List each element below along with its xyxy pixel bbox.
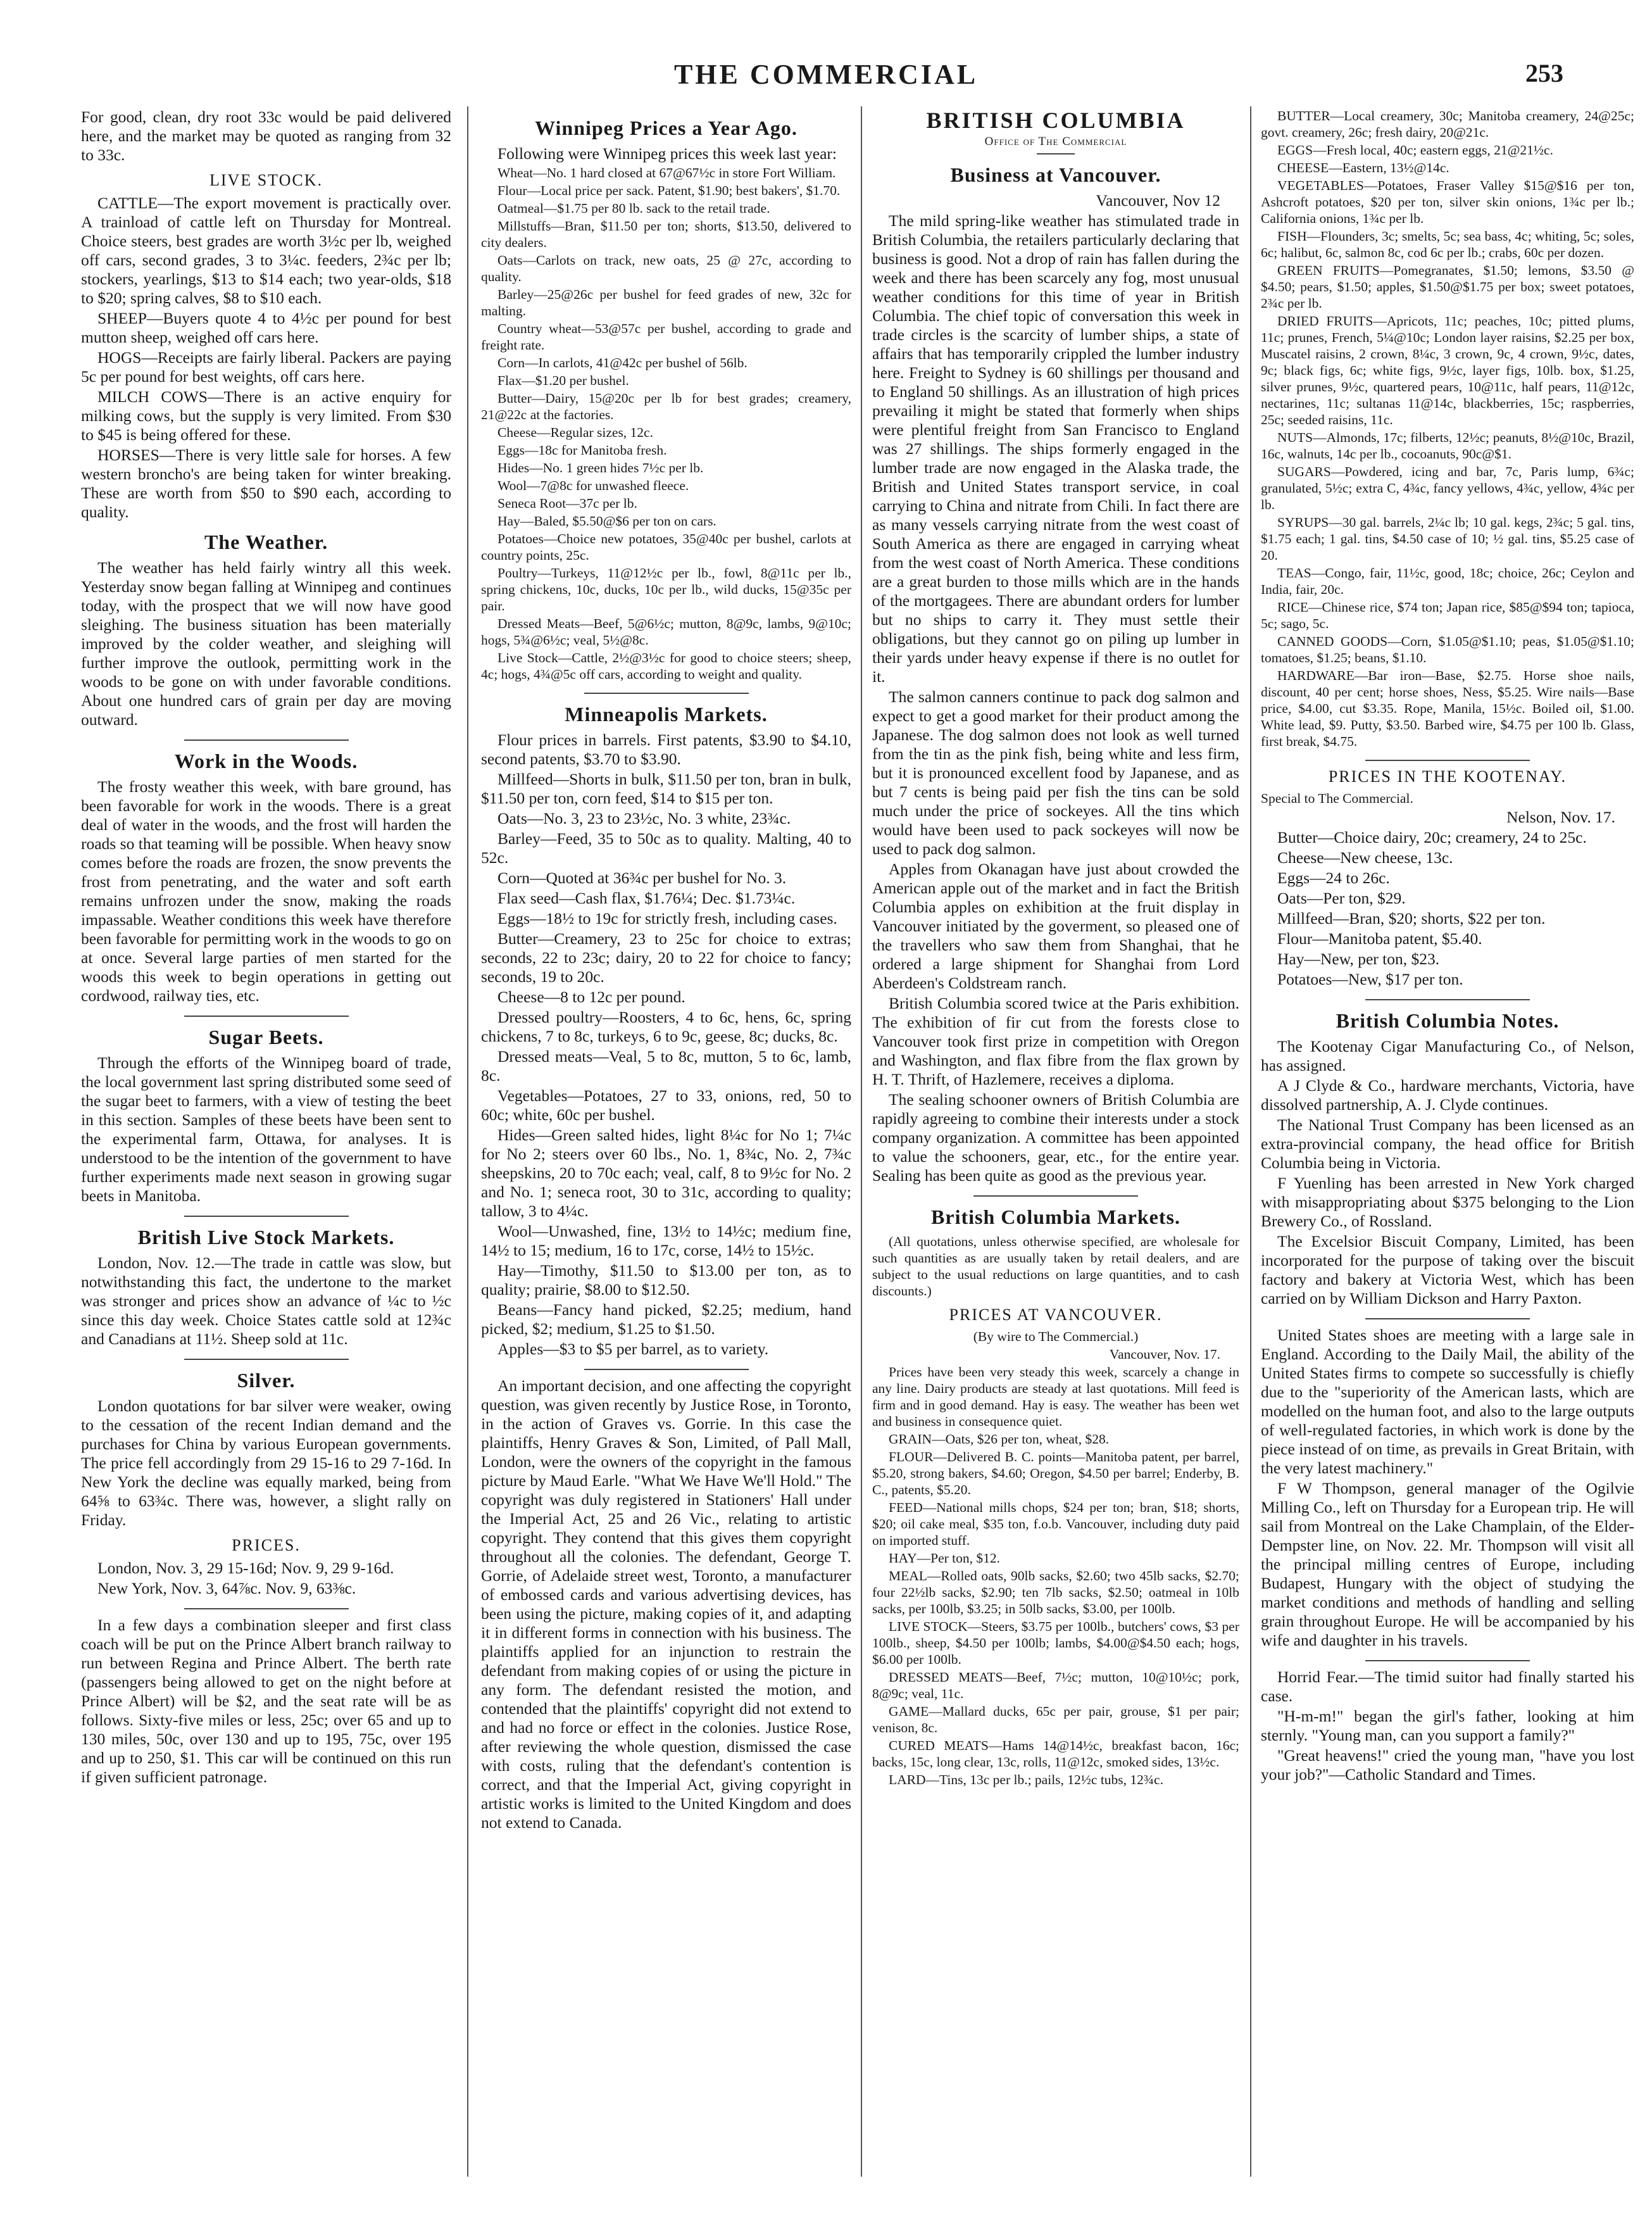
price-line: RICE—Chinese rice, $74 ton; Japan rice, $85@$94 ton; tapioca, 5c; sago, 5c. [1261, 600, 1634, 631]
article-paragraph: Horrid Fear.—The timid suitor had finally started his case. [1261, 1668, 1634, 1705]
price-line: Oatmeal—$1.75 per 80 lb. sack to the retail trade. [497, 201, 770, 216]
price-line: Wheat—No. 1 hard closed at 67@67½c in store Fort William. [497, 165, 836, 180]
price-line: FEED—National mills chops, $24 per ton; bran, $18; shorts, $20; oil cake meal, $35 ton, f.o.b. Vancouver, including duty paid on imported stuff. [872, 1500, 1239, 1548]
divider [184, 1608, 349, 1609]
news-note: A J Clyde & Co., hardware merchants, Victoria, have dissolved partnership, A. J. Clyde continues. [1261, 1076, 1634, 1114]
article-paragraph: CATTLE—The export movement is practically over. A trainload of cattle left on Thursday for Montreal. Choice steers, best grades are worth 3½c per lb, weighed off cars, second grades, 3 to 3¼c. feeders, 2¾c per lb; stockers, yearlings, $13 to $14 each; two year-olds, $18 to $20; spring calves, $8 to $10 each. [81, 194, 451, 307]
price-line: Cheese—New cheese, 13c. [1277, 848, 1453, 867]
special-credit: Special to The Commercial. [1261, 791, 1413, 806]
section-byline: Office of The Commercial [984, 135, 1127, 148]
price-line: Butter—Creamery, 23 to 25c for choice to extras; seconds, 22 to 23c; dairy, 20 to 22 for choice to fancy; seconds, 19 to 20c. [481, 929, 851, 986]
article-heading: British Live Stock Markets. [137, 1226, 395, 1249]
price-line: Millfeed—Bran, $20; shorts, $22 per ton. [1277, 909, 1546, 928]
price-line: Potatoes—Choice new potatoes, 35@40c per bushel, carlots at country points, 25c. [481, 531, 851, 563]
divider [184, 1016, 349, 1017]
article-paragraph: Apples from Okanagan have just about crowded the American apple out of the market and in fact the British Columbia apples on exhibition at the fruit display in Vancouver initiated by the goverment, so pleased one of the travellers who saw them from Shanghai, that he ordered a large shipment for Shanghai from Lord Aberdeen's Coldstream ranch. [872, 860, 1239, 992]
article-paragraph: In a few days a combination sleeper and first class coach will be put on the Prince Albert branch railway to run between Regina and Prince Albert. The berth rate (passengers being allowed to get on the night before at Prince Albert) will be $2, and the seat rate will be as follows. Sixty-five miles or less, 25c; over 65 and up to 130 miles, 50c, over 130 and up to 195, 75c, over 195 and up to 250, $1. This car will be continued on this run if given sufficient patronage. [81, 1616, 451, 1786]
article-paragraph: Following were Winnipeg prices this week last year: [497, 144, 837, 163]
article-heading: Work in the Woods. [174, 750, 358, 772]
price-line: Apples—$3 to $5 per barrel, as to variety. [497, 1340, 769, 1358]
price-line: Barley—Feed, 35 to 50c as to quality. Malting, 40 to 52c. [481, 829, 851, 867]
article-heading: Winnipeg Prices a Year Ago. [535, 116, 798, 139]
article-heading: Business at Vancouver. [950, 163, 1161, 186]
publication-title: THE COMMERCIAL [673, 59, 979, 90]
price-line: BUTTER—Local creamery, 30c; Manitoba creamery, 24@25c; govt. creamery, 26c; fresh dairy, 20@21c. [1261, 108, 1634, 140]
price-line: HAY—Per ton, $12. [889, 1551, 1000, 1566]
price-line: Flour—Local price per sack. Patent, $1.90; best bakers', $1.70. [497, 183, 841, 198]
article-paragraph: Prices have been very steady this week, scarcely a change in any line. Dairy products are steady at last quotations. Mill feed is firm and in good demand. Hay is easy. The weather has been wet and business in consequence quiet. [872, 1364, 1239, 1429]
article-paragraph: The mild spring-like weather has stimulated trade in British Columbia, the retailers particularly declaring that business is good. Not a drop of rain has fallen during the week and there has been scarcely any fog, most unusual weather conditions for this time of year in British Columbia. The chief topic of conversation this week in trade circles is the scarcity of lumber ships, a state of affairs that has temporarily crippled the lumber industry here. Freight to Sydney is 60 shillings per thousand and to England 50 shillings. As an illustration of high prices prevailing it might be stated that formerly when ships were plentiful freight from San Francisco to England was 27 shillings. The ships formerly engaged in the lumber trade are now engaged in the Alaska trade, the British and United States transport service, in coal carrying to China and nitrate from Chili. In fact there are as many vessels carrying nitrate from the west coast of South America as there are engaged in carrying wheat from the west coast of North America. These conditions are a great burden to those mills which are in the hands of the mortgagees. There are abundant orders for lumber but no ships to carry it. They must settle their obligations, but they cannot go on piling up lumber in their yards under heavy expense if there is no outlet for it. [872, 211, 1239, 686]
price-line: Oats—Carlots on track, new oats, 25 @ 27c, according to quality. [481, 253, 851, 284]
column-3 [872, 108, 1239, 2172]
divider [584, 1369, 749, 1370]
price-line: Eggs—18½ to 19c for strictly fresh, including cases. [497, 909, 837, 928]
article-paragraph: An important decision, and one affecting the copyright question, was given recently by Justice Rose, in Toronto, in the action of Graves vs. Gorrie. In this case the plaintiffs, Henry Graves & Son, Limited, of Pall Mall, London, were the owners of the copyright in the famous picture by Maud Earle. "What We Have We'll Hold." The copyright was duly registered in Stationers' Hall under the Imperial Act, 25 and 26 Vic., relating to artistic copyright. They contend that this gives them copyright throughout all the colonies. The defendant, George T. Gorrie, of Adelaide street west, Toronto, a manufacturer of embossed cards and various advertising devices, has been using the picture, making copies of it, and adapting it in different forms in connection with his business. The plaintiffs applied for an injunction to restrain the defendant from making copies of or using the picture in any form. The defendant resisted the motion, and contended that the plaintiffs' copyright did not extend to and had no force or effect in the colonies. Justice Rose, after reviewing the whole question, dismissed the case with costs, ruling that the defendant's contention is correct, and that the Imperial Act, giving copyright in artistic works is limited to the United Kingdom and does not extend to Canada. [481, 1376, 851, 1832]
news-note: The Excelsior Biscuit Company, Limited, has been incorporated for the purpose of taking over the biscuit factory and bakery at Victoria West, which has been carried on by William Dickson and Harry Paxton. [1261, 1232, 1634, 1307]
price-line: DRESSED MEATS—Beef, 7½c; mutton, 10@10½c; pork, 8@9c; veal, 11c. [872, 1670, 1239, 1701]
page-number: 253 [1525, 59, 1563, 87]
divider [1365, 1660, 1530, 1661]
price-line: LARD—Tins, 13c per lb.; pails, 12½c tubs, 12¾c. [889, 1772, 1163, 1787]
price-line: Hay—Baled, $5.50@$6 per ton on cars. [497, 513, 716, 529]
price-line: Hides—Green salted hides, light 8¼c for No 1; 7¼c for No 2; steers over 60 lbs., No. 1, 8¾c, No. 2, 7¾c sheepskins, 20 to 70c each; veal, calf, 8 to 9½c for No. 2 and No. 1; seneca root, 30 to 31c, according to quality; tallow, 3 to 4¼c. [481, 1126, 851, 1220]
article-heading: British Columbia Notes. [1336, 1009, 1560, 1032]
price-line: Cheese—Regular sizes, 12c. [497, 425, 653, 440]
price-line: Flour—Manitoba patent, $5.40. [1277, 929, 1482, 948]
price-line: GAME—Mallard ducks, 65c per pair, grouse, $1 per pair; venison, 8c. [872, 1704, 1239, 1735]
column-4 [1261, 108, 1634, 2172]
column-rule [467, 106, 468, 2177]
price-line: Seneca Root—37c per lb. [497, 496, 637, 511]
market-note: (All quotations, unless otherwise specified, are wholesale for such quantities as are usually taken by retail dealers, and are subject to the usual reductions on large quantities, and to cash discounts.) [872, 1234, 1239, 1299]
price-line: Flour prices in barrels. First patents, $3.90 to $4.10, second patents, $3.70 to $3.90. [481, 731, 851, 768]
price-line: London, Nov. 3, 29 15-16d; Nov. 9, 29 9-16d. [97, 1559, 394, 1577]
article-heading: Sugar Beets. [208, 1026, 324, 1048]
column-rule [861, 106, 862, 2177]
article-heading: Minneapolis Markets. [565, 703, 768, 726]
article-paragraph: United States shoes are meeting with a large sale in England. According to the Daily Mail, the ability of the United States firms to compete so successfully is chiefly due to the "superiority of the American lasts, which are modelled on the human foot, and also to the large outputs of well-regulated factories, in which work is done by the piece instead of on time, as prevails in Great Britain, with the very latest machinery." [1261, 1326, 1634, 1477]
running-head [0, 58, 1652, 96]
price-line: Dressed meats—Veal, 5 to 8c, mutton, 5 to 6c, lamb, 8c. [481, 1047, 851, 1085]
price-line: Hay—New, per ton, $23. [1277, 950, 1440, 968]
article-heading: British Columbia Markets. [931, 1205, 1180, 1228]
article-paragraph: HOGS—Receipts are fairly liberal. Packers are paying 5c per pound for best weights, off cars here. [81, 348, 451, 386]
price-line: FISH—Flounders, 3c; smelts, 5c; sea bass, 4c; whiting, 5c; soles, 6c; halibut, 6c, salmon 8c, cod 6c per lb.; crabs, 60c per dozen. [1261, 229, 1634, 260]
price-line: MEAL—Rolled oats, 90lb sacks, $2.60; two 45lb sacks, $2.70; four 22½lb sacks, $2.90; ten 7lb sacks, $2.50; oatmeal in 10lb sacks, per 100lb, $3.25; in 50lb sacks, $3.00, per 100lb. [872, 1568, 1239, 1616]
article-paragraph: Through the efforts of the Winnipeg board of trade, the local government last spring distributed some seed of the sugar beet to farmers, with a view of testing the beet in this section. Samples of these beets have been sent to the experimental farm, Ottawa, for analyses. It is understood to be the intention of the government to have further experiments made next season in growing sugar beets in Manitoba. [81, 1054, 451, 1205]
price-line: CHEESE—Eastern, 13½@14c. [1277, 160, 1449, 175]
divider [184, 1359, 349, 1360]
section-heading: LIVE STOCK. [210, 171, 323, 189]
dateline: Nelson, Nov. 17. [1506, 808, 1615, 826]
news-note: F Yuenling has been arrested in New York charged with misappropriating about $375 belonging to the Lion Brewery Co., of Rossland. [1261, 1174, 1634, 1230]
price-line: Cheese—8 to 12c per pound. [497, 988, 685, 1006]
price-line: Barley—25@26c per bushel for feed grades of new, 32c for malting. [481, 287, 851, 318]
divider [1037, 153, 1075, 154]
price-line: EGGS—Fresh local, 40c; eastern eggs, 21@21½c. [1277, 142, 1553, 158]
article-paragraph: SHEEP—Buyers quote 4 to 4½c per pound for best mutton sheep, weighed off cars here. [81, 309, 451, 346]
price-line: CANNED GOODS—Corn, $1.05@$1.10; peas, $1.05@$1.10; tomatoes, $1.25; beans, $1.10. [1261, 634, 1634, 665]
price-line: Flax seed—Cash flax, $1.76¼; Dec. $1.73¼c. [497, 889, 796, 907]
divider [184, 1216, 349, 1217]
article-paragraph: London quotations for bar silver were weaker, owing to the cessation of the recent Indian demand and the purchases for China by various European governments. The price fell accordingly from 29 15-16 to 29 7-16d. In New York the decline was equally marked, being from 64⅝ to 63¾c. There was, however, a slight rally on Friday. [81, 1397, 451, 1529]
price-line: Wool—Unwashed, fine, 13½ to 14½c; medium fine, 14½ to 15; medium, 16 to 17c, corse, 14½ to 15½c. [481, 1222, 851, 1259]
price-line: Country wheat—53@57c per bushel, according to grade and freight rate. [481, 321, 851, 353]
price-line: TEAS—Congo, fair, 11½c, good, 18c; choice, 26c; Ceylon and India, fair, 20c. [1261, 565, 1634, 597]
divider [1365, 1318, 1530, 1319]
price-line: SYRUPS—30 gal. barrels, 2¼c lb; 10 gal. kegs, 2¾c; 5 gal. tins, $1.75 each; 1 gal. tins, $4.50 case of 10; ½ gal. tins, $5.25 case of 20. [1261, 515, 1634, 563]
article-paragraph: "Great heavens!" cried the young man, "have you lost your job?"—Catholic Standard and Times. [1261, 1746, 1634, 1784]
price-line: Potatoes—New, $17 per ton. [1277, 970, 1463, 988]
article-paragraph: For good, clean, dry root 33c would be paid delivered here, and the market may be quoted as ranging from 32 to 33c. [81, 108, 451, 164]
price-line: Hay—Timothy, $11.50 to $13.00 per ton, as to quality; prairie, $8.00 to $12.50. [481, 1261, 851, 1299]
divider [973, 1195, 1138, 1197]
column-1 [81, 108, 451, 2172]
price-line: FLOUR—Delivered B. C. points—Manitoba patent, per barrel, $5.20, strong bakers, $4.60; Oregon, $4.50 per barrel; Enderby, B. C., patents, $5.20. [872, 1449, 1239, 1497]
price-line: Hides—No. 1 green hides 7½c per lb. [497, 460, 704, 475]
section-banner: BRITISH COLUMBIA [926, 108, 1186, 133]
news-note: The Kootenay Cigar Manufacturing Co., of Nelson, has assigned. [1261, 1037, 1634, 1074]
dateline: Vancouver, Nov 12 [1096, 191, 1220, 210]
divider [584, 693, 749, 694]
article-paragraph: MILCH COWS—There is an active enquiry for milking cows, but the supply is very limited. From $30 to $45 is being offered for these. [81, 387, 451, 444]
price-line: LIVE STOCK—Steers, $3.75 per 100lb., butchers' cows, $3 per 100lb., sheep, $4.50 per 100lb; lambs, $4.00@$4.50 each; hogs, $6.00 per 100lb. [872, 1619, 1239, 1667]
wire-credit: (By wire to The Commercial.) [973, 1329, 1139, 1344]
article-paragraph: F W Thompson, general manager of the Ogilvie Milling Co., left on Thursday for a European trip. He will sail from Montreal on the Lake Champlain, of the Elder-Dempster line, on Nov. 22. Mr. Thompson will visit all the principal milling centres of Europe, including Budapest, Hungary with the object of studying the market conditions and methods of handling and selling grain throughout Europe. He will be accompanied by his wife and daughter in his travels. [1261, 1479, 1634, 1649]
divider [184, 739, 349, 741]
price-line: Corn—Quoted at 36¾c per bushel for No. 3. [497, 869, 787, 887]
price-line: Oats—Per ton, $29. [1277, 889, 1406, 907]
price-line: Live Stock—Cattle, 2½@3½c for good to choice steers; sheep, 4c; hogs, 4¾@5c off cars, according to weight and quality. [481, 650, 851, 682]
news-note: The National Trust Company has been licensed as an extra-provincial company, the head office for British Columbia being in Victoria. [1261, 1116, 1634, 1172]
price-line: Flax—$1.20 per bushel. [497, 373, 629, 388]
price-line: Eggs—18c for Manitoba fresh. [497, 443, 667, 458]
price-line: Oats—No. 3, 23 to 23½c, No. 3 white, 23¾c. [497, 809, 791, 827]
price-line: DRIED FRUITS—Apricots, 11c; peaches, 10c; pitted plums, 11c; prunes, French, 5¼@10c; London layer raisins, $2.25 per box, Muscatel raisins, 2 crown, 8¼c, 3 crown, 9c, 4 crown, 9½c, dates, 9c; black figs, 6c; white figs, 9½c, layer figs, 10lb. box, $1.25, silver prunes, 9½c, quartered pears, 10@11c, half pears, 11@12c, nectarines, 11c; sultanas 11@14c, blackberries, 15c; raspberries, 25c; seeded raisins, 11c. [1261, 313, 1634, 427]
price-line: Beans—Fancy hand picked, $2.25; medium, hand picked, $2; medium, $1.25 to $1.50. [481, 1300, 851, 1338]
dateline: Vancouver, Nov. 17. [1109, 1347, 1220, 1362]
article-paragraph: "H-m-m!" began the girl's father, looking at him sternly. "Young man, can you support a family?" [1261, 1707, 1634, 1744]
price-line: Butter—Dairy, 15@20c per lb for best grades; creamery, 21@22c at the factories. [481, 391, 851, 422]
section-heading: PRICES AT VANCOUVER. [949, 1306, 1163, 1324]
price-line: Millstuffs—Bran, $11.50 per ton; shorts, $13.50, delivered to city dealers. [481, 218, 851, 250]
price-line: GRAIN—Oats, $26 per ton, wheat, $28. [889, 1431, 1110, 1447]
price-line: Eggs—24 to 26c. [1277, 869, 1390, 887]
price-line: GREEN FRUITS—Pomegranates, $1.50; lemons, $3.50 @ $4.50; pears, $1.50; apples, $1.50@$1.75 per box; sweet potatoes, 2¾c per lb. [1261, 263, 1634, 311]
article-paragraph: The weather has held fairly wintry all this week. Yesterday snow began falling at Winnipeg and continues today, with the prospect that we will now have good sleighing. The business situation has been materially improved by the colder weather, and sleighing will further improve the outlook, permitting work in the woods to be gone on with under favorable conditions. About one hundred cars of grain per day are moving outward. [81, 558, 451, 729]
article-heading: Silver. [237, 1369, 296, 1392]
article-paragraph: The frosty weather this week, with bare ground, has been favorable for work in the woods. There is a great deal of water in the woods, and the frost will harden the roads so that teaming will be possible. When heavy snow comes before the roads are frozen, the snow prevents the frost from penetrating, and the water and soft earth remains unfrozen under the snow, making the roads impassable. Weather conditions this week have therefore been favorable for permitting work in the woods to go on at once. Several large parties of men started for the woods this week to begin operations in getting out cordwood, railway ties, etc. [81, 777, 451, 1005]
price-line: SUGARS—Powdered, icing and bar, 7c, Paris lump, 6¾c; granulated, 5½c; extra C, 4¾c, fancy yellows, 4¾c, yellow, 4¾c per lb. [1261, 464, 1634, 512]
article-paragraph: The sealing schooner owners of British Columbia are rapidly agreeing to combine their interests under a stock company organization. A committee has been appointed to value the schooners, gear, etc., for the entire year. Sealing has been quite as good as the previous year. [872, 1090, 1239, 1185]
article-paragraph: British Columbia scored twice at the Paris exhibition. The exhibition of fir cut from the forests close to Vancouver took first prize in competition with Oregon and Washington, and flax fibre from the flax grown by H. T. Thrift, of Hazlemere, receives a diploma. [872, 994, 1239, 1088]
price-line: Dressed Meats—Beef, 5@6½c; mutton, 8@9c, lambs, 9@10c; hogs, 5¾@6½c; veal, 5½@8c. [481, 616, 851, 648]
article-heading: The Weather. [204, 531, 329, 553]
divider [1365, 999, 1530, 1000]
price-line: Butter—Choice dairy, 20c; creamery, 24 to 25c. [1277, 828, 1587, 846]
column-2 [481, 108, 851, 2172]
price-line: New York, Nov. 3, 64⅞c. Nov. 9, 63⅜c. [97, 1579, 356, 1597]
price-line: Dressed poultry—Roosters, 4 to 6c, hens, 6c, spring chickens, 7 to 8c, turkeys, 6 to 9c, geese, 8c; ducks, 8c. [481, 1008, 851, 1045]
column-rule [1250, 106, 1251, 2177]
article-paragraph: HORSES—There is very little sale for horses. A few western broncho's are being taken for winter breaking. These are worth from $50 to $90 each, according to quality. [81, 446, 451, 521]
price-line: Vegetables—Potatoes, 27 to 33, onions, red, 50 to 60c; white, 60c per bushel. [481, 1086, 851, 1124]
section-heading: PRICES. [232, 1536, 301, 1554]
article-paragraph: The salmon canners continue to pack dog salmon and expect to get a good market for their product among the Japanese. The dog salmon does not look as well turned from the tin as the pink fish, being white and less firm, but it is pronounced excellent food by Japanese, and as but 7 cents is being paid per fish the tins can be sold much under the price of sockeyes. All the tins which would have been used to pack sockeyes will now be used to pack dog salmon. [872, 688, 1239, 858]
price-line: Wool—7@8c for unwashed fleece. [497, 478, 689, 493]
price-line: VEGETABLES—Potatoes, Fraser Valley $15@$16 per ton, Ashcroft potatoes, $20 per ton, silver skin onions, 1¾c per lb.; California onions, 1¾c per lb. [1261, 178, 1634, 226]
price-line: Corn—In carlots, 41@42c per bushel of 56lb. [497, 355, 748, 370]
price-line: Millfeed—Shorts in bulk, $11.50 per ton, bran in bulk, $11.50 per ton, corn feed, $14 to $15 per ton. [481, 770, 851, 807]
price-line: CURED MEATS—Hams 14@14½c, breakfast bacon, 16c; backs, 15c, long clear, 13c, rolls, 11@12c, smoked sides, 13½c. [872, 1738, 1239, 1770]
divider [1365, 760, 1530, 761]
price-line: HARDWARE—Bar iron—Base, $2.75. Horse shoe nails, discount, 40 per cent; horse shoes, Ness, $5.25. Wire nails—Base price, $4.00, cut $3.35. Rope, Manila, 15½c. Boiled oil, $1.00. White lead, $9. Putty, $3.50. Barbed wire, $4.75 per 100 lb. Glass, first break, $4.75. [1261, 668, 1634, 749]
price-line: Poultry—Turkeys, 11@12½c per lb., fowl, 8@11c per lb., spring chickens, 10c, ducks, 10c per lb., wild ducks, 15@35c per pair. [481, 565, 851, 613]
article-paragraph: London, Nov. 12.—The trade in cattle was slow, but notwithstanding this fact, the undertone to the market was stronger and prices show an advance of ¼c to ½c since this day week. Choice States cattle sold at 12¾c and Canadians at 11½. Sheep sold at 11c. [81, 1254, 451, 1348]
section-heading: PRICES IN THE KOOTENAY. [1328, 767, 1567, 786]
price-line: NUTS—Almonds, 17c; filberts, 12½c; peanuts, 8½@10c, Brazil, 16c, walnuts, 14c per lb., cocoanuts, 90c@$1. [1261, 430, 1634, 462]
